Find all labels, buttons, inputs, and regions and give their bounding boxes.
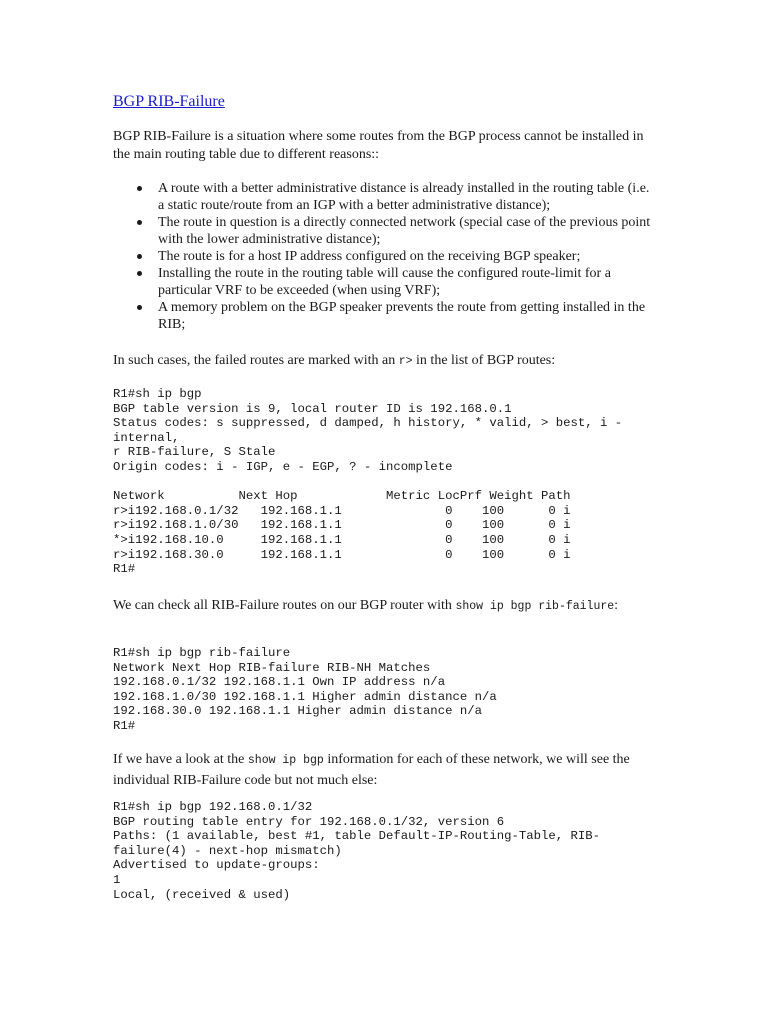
code-line: r RIB-failure, S Stale: [113, 445, 276, 460]
code-block-route-entry: [113, 800, 600, 902]
code-line: BGP table version is 9, local router ID is 192.168.0.1: [113, 401, 512, 416]
inline-code: show ip bgp: [247, 754, 324, 767]
code-line: 192.168.1.0/30 192.168.1.1 Higher admin distance n/a: [113, 689, 497, 704]
code-line: Origin codes: i - IGP, e - EGP, ? - incomplete: [113, 459, 453, 474]
list-item: The route in question is a directly connected network (special case of the previous point with the lower administrative distance);: [113, 214, 658, 248]
code-line: R1#sh ip bgp: [113, 387, 202, 401]
code-line: Network Next Hop RIB-failure RIB-NH Matches: [113, 660, 431, 675]
code-line: R1#sh ip bgp 192.168.0.1/32: [113, 800, 313, 814]
code-line: 192.168.30.0 192.168.1.1 Higher admin distance n/a: [113, 704, 482, 719]
list-item: A route with a better administrative distance is already installed in the routing table (i.e. a static route/route from an IGP with a better administrative distance);: [113, 180, 658, 214]
look-paragraph: [113, 750, 658, 791]
code-line: r>i192.168.0.1/32 192.168.1.1 0 100 0 i: [113, 503, 571, 518]
code-line: Status codes: s suppressed, d damped, h history, * valid, > best, i -: [113, 416, 623, 431]
code-line: r>i192.168.1.0/30 192.168.1.1 0 100 0 i: [113, 518, 571, 533]
list-item: A memory problem on the BGP speaker prevents the route from getting installed in the RIB;: [113, 299, 658, 333]
code-line: Paths: (1 available, best #1, table Default-IP-Routing-Table, RIB-: [113, 829, 601, 844]
code-block-sh-ip-bgp: [113, 387, 622, 577]
inline-code: r>: [398, 355, 413, 368]
code-line: Advertised to update-groups:: [113, 858, 320, 873]
code-line: Network Next Hop Metric LocPrf Weight Path: [113, 489, 571, 504]
look-text-after: information for each of these network, we will see the individual RIB-Failure code but not much else:: [113, 752, 630, 788]
cases-paragraph: [113, 352, 658, 371]
check-text-before: We can check all RIB-Failure routes on our BGP router with: [113, 598, 456, 613]
code-line: failure(4) - next-hop mismatch): [113, 843, 342, 858]
cases-text-after: in the list of BGP routes:: [412, 353, 556, 368]
code-line: 192.168.0.1/32 192.168.1.1 Own IP address n/a: [113, 675, 446, 690]
code-line: BGP routing table entry for 192.168.0.1/32, version 6: [113, 814, 505, 829]
code-line: r>i192.168.30.0 192.168.1.1 0 100 0 i: [113, 547, 571, 562]
code-line: R1#: [113, 718, 136, 733]
code-line: *>i192.168.10.0 192.168.1.1 0 100 0 i: [113, 532, 571, 547]
code-line: internal,: [113, 430, 180, 445]
intro-paragraph: BGP RIB-Failure is a situation where some routes from the BGP process cannot be installed in the main routing table due to different reasons::: [113, 129, 644, 162]
check-text-after: :: [614, 598, 619, 613]
inline-code: show ip bgp rib-failure: [455, 600, 615, 613]
check-paragraph: [113, 596, 658, 617]
list-item: Installing the route in the routing table will cause the configured route-limit for a particular VRF to be exceeded (when using VRF);: [113, 265, 658, 299]
code-line: R1#sh ip bgp rib-failure: [113, 646, 291, 660]
code-line: 1: [113, 872, 121, 887]
code-line: R1#: [113, 562, 136, 577]
code-line: Local, (received & used): [113, 887, 291, 902]
look-text-before: If we have a look at the: [113, 752, 248, 767]
code-block-rib-failure: [113, 646, 497, 734]
reasons-list: [113, 180, 658, 333]
list-item: The route is for a host IP address configured on the receiving BGP speaker;: [113, 248, 658, 265]
page-title[interactable]: BGP RIB-Failure: [113, 93, 225, 110]
cases-text-before: In such cases, the failed routes are marked with an: [113, 353, 399, 368]
